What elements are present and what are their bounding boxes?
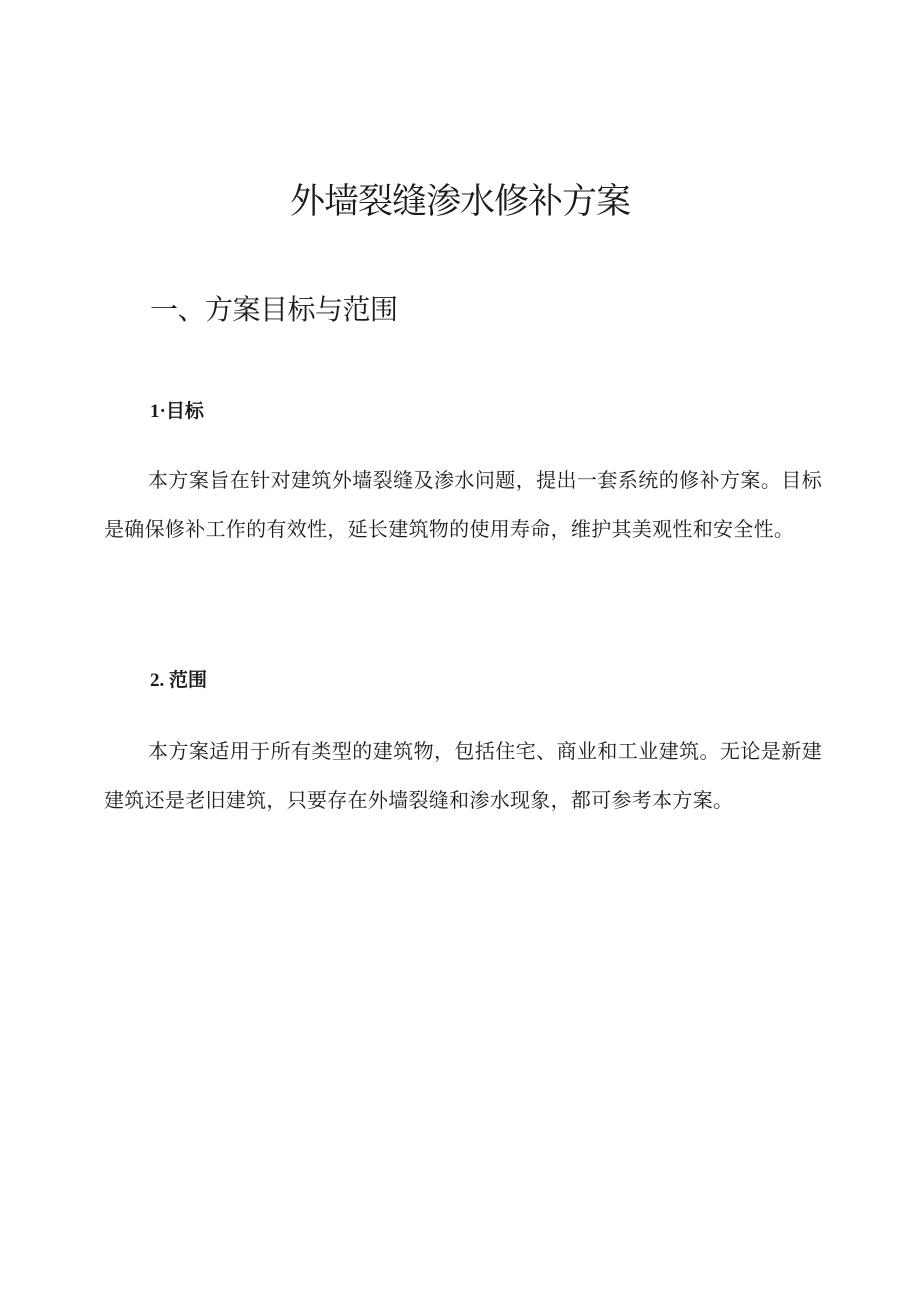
section-heading-goals-scope: 一、方案目标与范围 [150, 293, 398, 326]
document-title: 外墙裂缝渗水修补方案 [289, 182, 630, 222]
subheading-goal [150, 397, 204, 426]
subheading-goal-number: 1· [150, 401, 166, 422]
goal-paragraph: 本方案旨在针对建筑外墙裂缝及渗水问题，提出一套系统的修补方案。目标是确保修补工作的有效性，延长建筑物的使用寿命，维护其美观性和安全性。 [104, 468, 822, 541]
subheading-scope [150, 666, 207, 695]
scope-paragraph: 本方案适用于所有类型的建筑物，包括住宅、商业和工业建筑。无论是新建建筑还是老旧建筑，只要存在外墙裂缝和渗水现象，都可参考本方案。 [104, 739, 822, 812]
subheading-goal-label: 目标 [165, 400, 204, 422]
subheading-scope-label: 范围 [169, 669, 208, 691]
subheading-scope-number: 2. [150, 670, 169, 691]
